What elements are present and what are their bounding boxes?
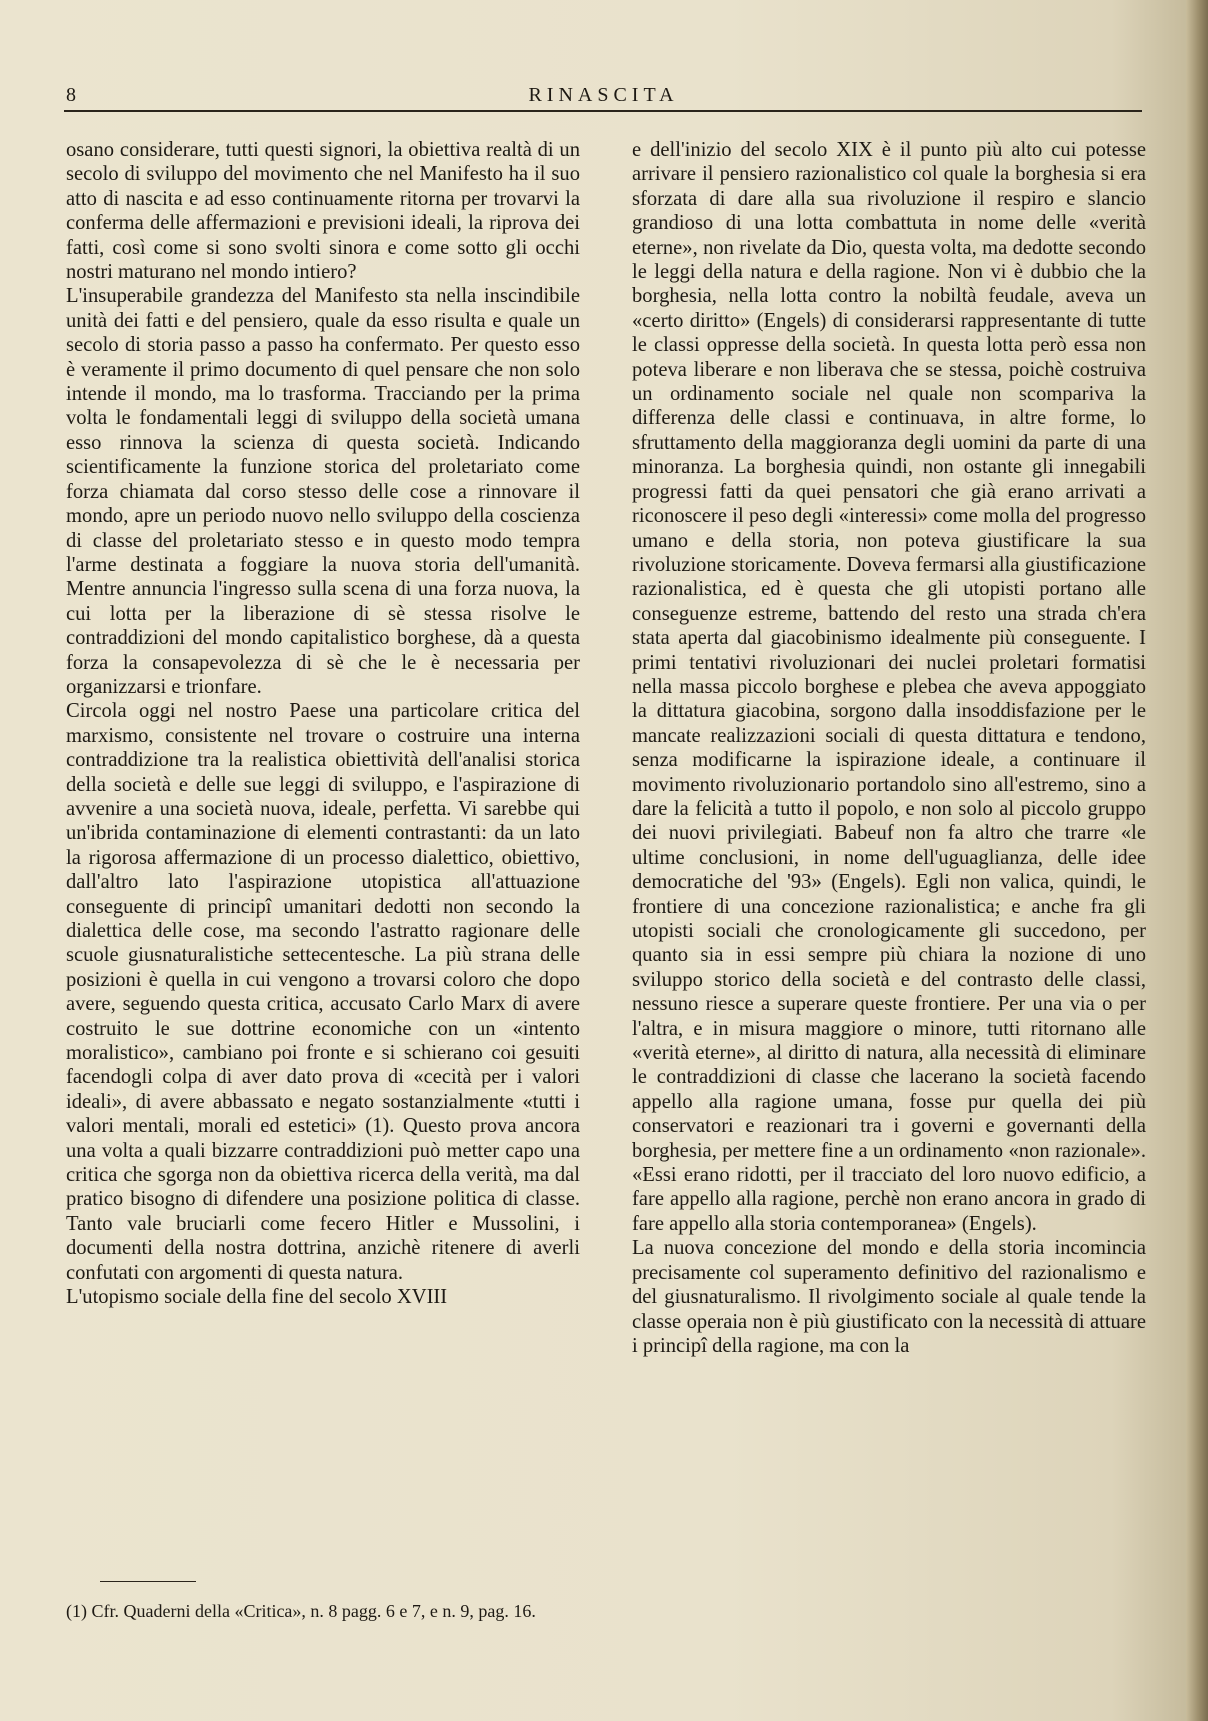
paragraph: L'utopismo sociale della fine del secolo XVIII <box>66 1286 448 1309</box>
footnote-rule <box>100 1581 196 1582</box>
footnote: (1) Cfr. Quaderni della «Critica», n. 8 pagg. 6 e 7, e n. 9, pag. 16. <box>66 1601 536 1621</box>
left-column <box>66 138 580 1310</box>
right-column <box>632 138 1146 1358</box>
header-rule <box>64 110 1142 112</box>
paragraph: L'insuperabile grandezza del Manifesto sta nella inscindibile unità dei fatti e del pensiero, quale da esso risulta e quale un secolo di storia passo a passo ha confermato. Per questo esso è veramente il primo documento di quel pensare che non solo intende il mondo, ma lo trasforma. Tracciando per la prima volta le fondamentali leggi di sviluppo della società umana esso rinnova la scienza di questa società. Indicando scientificamente la funzione storica del proletariato come forza chiamata dal corso stesso delle cose a rinnovare il mondo, apre un periodo nuovo nello sviluppo della coscienza di classe del proletariato stesso e in questo modo tempra l'arme destinata a foggiare la nuova storia dell'umanità. Mentre annuncia l'ingresso sulla scena di una forza nuova, la cui lotta per la liberazione di sè stessa risolve le contraddizioni del mondo capitalistico borghese, dà a questa forza la consapevolezza di sè che le è necessaria per organizzarsi e trionfare. <box>66 285 580 698</box>
running-title: RINASCITA <box>528 84 679 106</box>
page-edge <box>1186 0 1208 1721</box>
paragraph: osano considerare, tutti questi signori, la obiettiva realtà di un secolo di sviluppo del movimento che nel Manifesto ha il suo atto di nascita e ad esso continuamente ritorna per trovarvi la conferma delle affermazioni e previsioni ideali, la riprova dei fatti, così come si sono svolti sinora e come sotto gli occhi nostri maturano nel mondo intiero? <box>66 139 580 284</box>
page-number: 8 <box>66 84 76 106</box>
page-header <box>66 80 1141 110</box>
paragraph: La nuova concezione del mondo e della storia incomincia precisamente col superamento definitivo del razionalismo e del giusnaturalismo. Il rivolgimento sociale al quale tende la classe operaia non è più giustificato con la necessità di attuare i principî della ragione, ma con la <box>632 1237 1146 1357</box>
paragraph: Circola oggi nel nostro Paese una particolare critica del marxismo, consistente nel trovare o costruire una interna contraddizione tra la realistica obiettività dell'analisi storica della società e delle sue leggi di sviluppo, e l'aspirazione di avvenire a una società nuova, ideale, perfetta. Vi sarebbe qui un'ibrida contaminazione di elementi contrastanti: da un lato la rigorosa affermazione di un processo dialettico, obiettivo, dall'altro lato l'aspirazione utopistica all'attuazione conseguente di principî umanitari dedotti non secondo la dialettica delle cose, ma secondo l'astratto ragionare delle scuole giusnaturalistiche settecentesche. La più strana delle posizioni è quella in cui vengono a trovarsi coloro che dopo avere, seguendo questa critica, accusato Carlo Marx di avere costruito le sue dottrine economiche con un «intento moralistico», cambiano poi fronte e si schierano coi gesuiti facendogli colpa di aver dato prova di «cecità per i valori ideali», di avere abbassato e negato sostanzialmente «tutti i valori mentali, morali ed estetici» (1). Questo prova ancora una volta a quali bizzarre contraddizioni può metter capo una critica che sgorga non da obiettiva ricerca della verità, ma dal pratico bisogno di difendere una posizione politica di classe. Tanto vale bruciarli come fecero Hitler e Mussolini, i documenti della nostra dottrina, anzichè ritenere di averli confutati con argomenti di questa natura. <box>66 700 580 1284</box>
paragraph: e dell'inizio del secolo XIX è il punto più alto cui potesse arrivare il pensiero razionalistico col quale la borghesia si era sforzata di dare alla sua rivoluzione il respiro e slancio grandioso di una lotta combattuta in nome delle «verità eterne», non rivelate da Dio, questa volta, ma dedotte secondo le leggi della natura e della ragione. Non vi è dubbio che la borghesia, nella lotta contro la nobiltà feudale, aveva un «certo diritto» (Engels) di considerarsi rappresentante di tutte le classi oppresse della società. In questa lotta però essa non poteva liberare e non liberava che se stessa, poichè costruiva un ordinamento sociale nel quale non scompariva la differenza delle classi e continuava, in altre forme, lo sfruttamento della maggioranza degli uomini da parte di una minoranza. La borghesia quindi, non ostante gli innegabili progressi fatti da quei pensatori che già erano arrivati a riconoscere il peso degli «interessi» come molla del progresso umano e della storia, non poteva giustificare la sua rivoluzione storicamente. Doveva fermarsi alla giustificazione razionalistica, ed è questa che gli utopisti portano alle conseguenze estreme, battendo del resto una strada ch'era stata aperta dal giacobinismo idealmente più conseguente. I primi tentativi rivoluzionari dei nuclei proletari formatisi nella massa piccolo borghese e plebea che aveva appoggiato la dittatura giacobina, sorgono dalla insoddisfazione per le mancate realizzazioni sociali di questa dittatura e tendono, senza modificarne la ispirazione ideale, a continuare il movimento rivoluzionario portandolo sino all'estremo, sino a dare la felicità a tutto il popolo, e non solo al piccolo gruppo dei nuovi privilegiati. Babeuf non fa altro che trarre «le ultime conclusioni, in nome dell'uguaglianza, delle idee democratiche del '93» (Engels). Egli non valica, quindi, le frontiere di una concezione razionalistica; e anche fra gli utopisti sociali che cronologicamente gli succedono, per quanto sia in essi sempre più chiara la nozione di uno sviluppo storico della società e del contrasto delle classi, nessuno riesce a superare queste frontiere. Per una via o per l'altra, e in misura maggiore o minore, tutti ritornano alle «verità eterne», al diritto di natura, alla necessità di eliminare le contraddizioni di classe che lacerano la società facendo appello alla ragione umana, fosse pur quella dei più conservatori e reazionari tra i governi e governanti della borghesia, per mettere fine a un ordinamento «non razionale». «Essi erano ridotti, per il tracciato del loro nuovo edificio, a fare appello alla ragione, perchè non erano ancora in grado di fare appello alla storia contemporanea» (Engels). <box>632 139 1146 1235</box>
